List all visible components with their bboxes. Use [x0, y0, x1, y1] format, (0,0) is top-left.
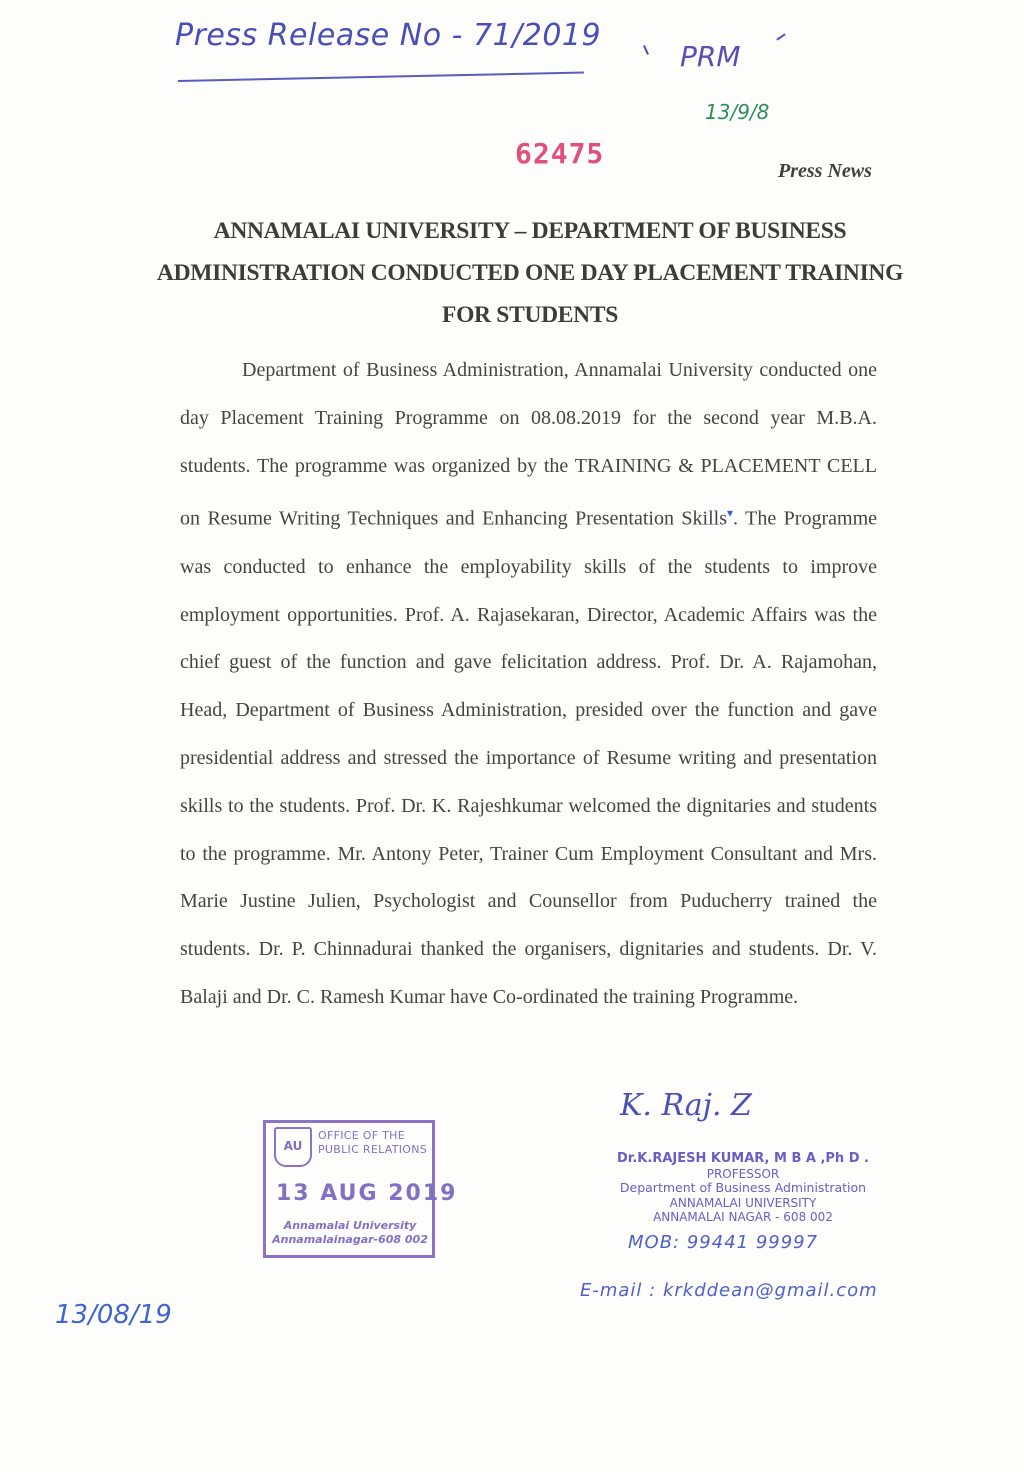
stamp-university	[270, 1219, 430, 1247]
handwritten-initial: PRM	[680, 40, 741, 73]
mobile-number: MOB: 99441 99997	[628, 1232, 819, 1253]
signatory-stamp	[598, 1152, 888, 1225]
signature: K. Raj. Z	[620, 1088, 752, 1123]
email-address: E-mail : krkddean@gmail.com	[580, 1280, 878, 1301]
stamp-office-line2: PUBLIC RELATIONS	[318, 1143, 428, 1156]
stamp-univ-line2: Annamalainagar-608 002	[272, 1233, 428, 1246]
signatory-university: ANNAMALAI UNIVERSITY	[669, 1195, 817, 1210]
tick-mark	[776, 33, 785, 40]
stamp-office-text	[318, 1129, 427, 1157]
body-paragraph	[180, 347, 877, 1022]
pen-mark-icon: ▾	[727, 506, 734, 521]
stamp-office-line1: OFFICE OF THE	[318, 1129, 406, 1142]
stamp-date: 13 AUG 2019	[276, 1181, 458, 1206]
green-date-note: 13/9/8	[705, 100, 770, 124]
signatory-department: Department of Business Administration	[619, 1180, 867, 1195]
university-emblem-icon: AU	[274, 1127, 312, 1167]
tick-mark	[643, 45, 649, 55]
release-underline	[178, 71, 584, 82]
stamp-univ-line1: Annamalai University	[283, 1219, 417, 1232]
press-news-label: Press News	[778, 160, 872, 182]
press-release-number: Press Release No - 71/2019	[175, 18, 602, 53]
signatory-address: ANNAMALAI NAGAR - 608 002	[653, 1210, 833, 1224]
stamp-number: 62475	[515, 137, 605, 170]
body-text-part1: Department of Business Administration, Annamalai University conducted one day Placement Training Programme on 08.08.2019 for the second year M.B.A. students. The programme was organized by the TRAINING & PLACEMENT CELL on Resume Writing Techniques and Enhancing Presentation Skills	[180, 359, 877, 531]
headline: ANNAMALAI UNIVERSITY – DEPARTMENT OF BUSINESS ADMINISTRATION CONDUCTED ONE DAY PLACEMENT TRAINING FOR STUDENTS	[156, 218, 904, 328]
public-relations-stamp	[263, 1120, 458, 1258]
body-text-part2: . The Programme was conducted to enhance the employability skills of the students to improve employment opportunities. Prof. A. Rajasekaran, Director, Academic Affairs was the chief guest of the function and gave felicitation address. Prof. Dr. A. Rajamohan, Head, Department of Business Administration, presided over the function and gave presidential address and stressed the importance of Resume writing and presentation skills to the students. Prof. Dr. K. Rajeshkumar welcomed the dignitaries and students to the programme. Mr. Antony Peter, Trainer Cum Employment Consultant and Mrs. Marie Justine Julien, Psychologist and Counsellor from Puducherry trained the students. Dr. P. Chinnadurai thanked the organisers, dignitaries and students. Dr. V. Balaji and Dr. C. Ramesh Kumar have Co-ordinated the training Programme.	[180, 508, 877, 1009]
received-date-note: 13/08/19	[55, 1300, 172, 1330]
signatory-title: PROFESSOR	[706, 1166, 780, 1181]
signatory-name: Dr.K.RAJESH KUMAR, M B A ,Ph D .	[617, 1151, 869, 1166]
